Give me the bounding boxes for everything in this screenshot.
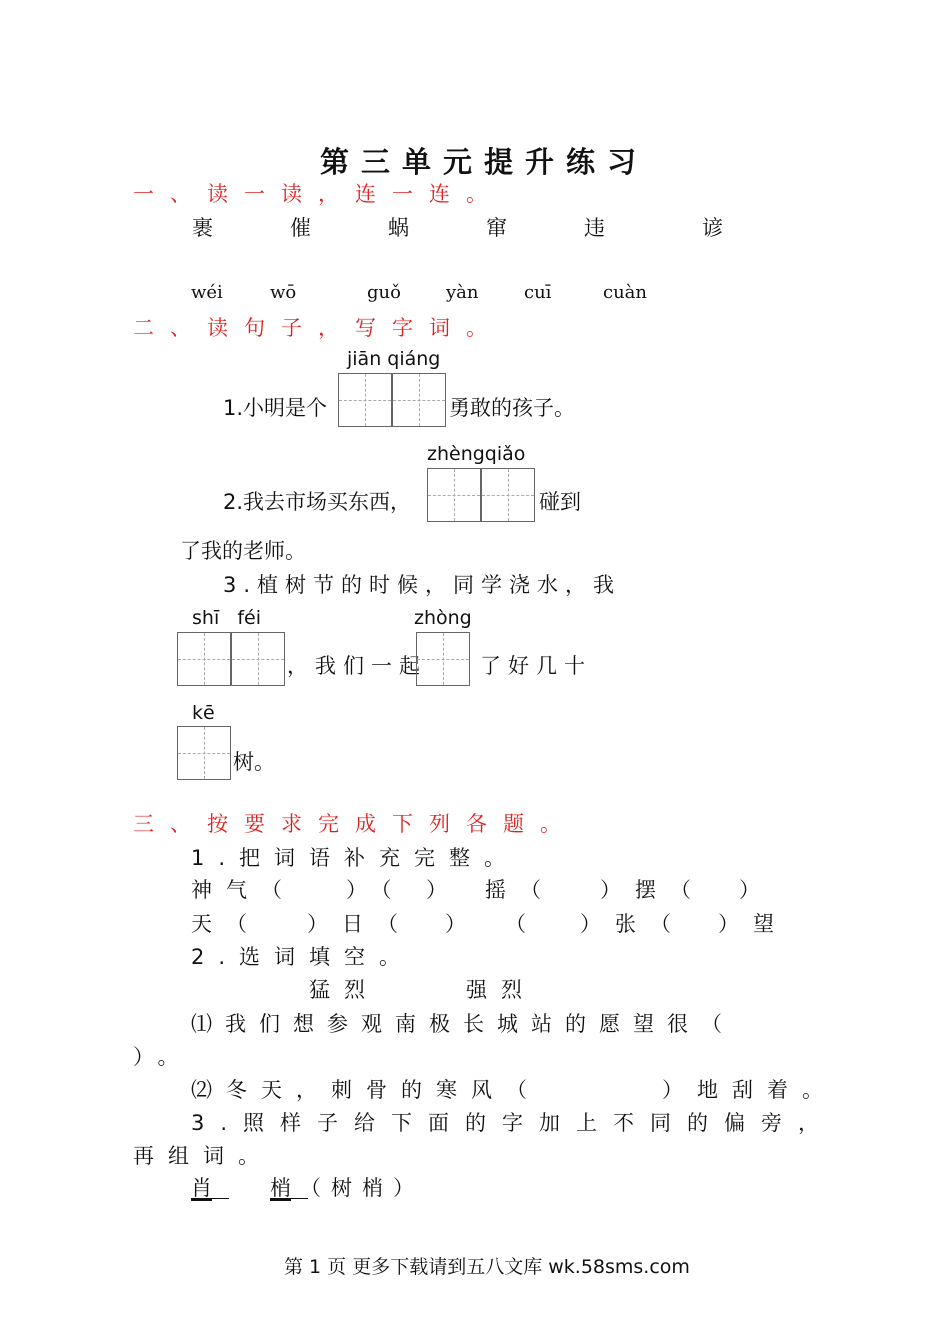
q3-example-char: 梢 — [270, 1176, 291, 1200]
s2-line2: 了我的老师。 — [180, 539, 306, 563]
section-1-heading: 一、读一读，连一连。 — [133, 182, 503, 206]
char-4: 窜 — [486, 216, 507, 240]
s1-pinyin: jiān qiáng — [347, 348, 441, 370]
s3-line1: 3.植树节的时候，同学浇水，我 — [223, 573, 622, 597]
pinyin-3: guǒ — [367, 282, 401, 303]
q3-line2: 再组词。 — [133, 1144, 273, 1168]
q1-row2-c: ） — [445, 912, 480, 936]
q2-title: 2.选词填空。 — [191, 945, 415, 969]
char-2: 催 — [290, 216, 311, 240]
s1-before: 1.小明是个 — [223, 396, 328, 420]
answer-box[interactable] — [338, 373, 392, 427]
s2-after: 碰到 — [539, 490, 581, 514]
s3-pinyin-a: shī féi — [192, 607, 261, 629]
pinyin-5: cuī — [524, 282, 552, 303]
answer-box[interactable] — [427, 468, 481, 522]
q1-row2-b: ）日（ — [307, 912, 412, 936]
section-3-heading: 三、按要求完成下列各题。 — [133, 812, 577, 836]
s2-before: 2.我去市场买东西， — [223, 490, 412, 514]
s2-pinyin: zhèngqiǎo — [427, 443, 526, 465]
q1-row1-e: ）摆（ — [600, 878, 705, 902]
s3-mid: ，我们一起 — [287, 654, 427, 678]
pinyin-6: cuàn — [603, 282, 647, 303]
q1-row2-e: ）张（ — [580, 912, 685, 936]
q1-row1-f: ） — [739, 878, 774, 902]
q2-word-2: 强烈 — [466, 978, 536, 1002]
answer-box[interactable] — [416, 632, 470, 686]
char-6: 谚 — [702, 216, 723, 240]
s3-pinyin-c: kē — [192, 702, 215, 724]
q1-row1-a: 神气（ — [191, 878, 296, 902]
q2-s1a: ⑴我们想参观南极长城站的愿望很（ — [191, 1012, 735, 1036]
char-5: 违 — [584, 216, 605, 240]
q1-row2-f: ）望 — [718, 912, 788, 936]
q1-title: 1.把词语补充完整。 — [191, 846, 520, 870]
q1-row1-d: 摇（ — [485, 878, 555, 902]
q3-example-base: 肖 — [191, 1176, 212, 1200]
answer-box[interactable] — [231, 632, 285, 686]
answer-box[interactable] — [177, 726, 231, 780]
q2-s2b: ）地刮着。 — [662, 1078, 837, 1102]
char-3: 蜗 — [388, 216, 409, 240]
answer-box[interactable] — [481, 468, 535, 522]
q1-row2-a: 天（ — [191, 912, 261, 936]
s3-end: 树。 — [233, 750, 275, 774]
s3-pinyin-b: zhòng — [414, 607, 472, 629]
s3-after: 了好几十 — [480, 654, 592, 678]
q3-line1: 3.照样子给下面的字加上不同的偏旁， — [191, 1111, 836, 1135]
page-footer: 第 1 页 更多下载请到五八文库 wk.58sms.com — [284, 1256, 690, 1278]
q2-word-1: 猛烈 — [309, 978, 379, 1002]
q1-row2-d: （ — [505, 912, 540, 936]
answer-box[interactable] — [392, 373, 446, 427]
q2-s1b: ）。 — [133, 1045, 193, 1069]
q1-row1-b: ）（ — [346, 878, 406, 902]
underline-blank — [191, 1198, 229, 1199]
char-1: 裹 — [192, 216, 213, 240]
q1-row1-c: ） — [426, 878, 461, 902]
page-title: 第三单元提升练习 — [320, 145, 649, 179]
answer-box[interactable] — [177, 632, 231, 686]
q3-example-word: （树梢） — [300, 1176, 424, 1200]
pinyin-4: yàn — [446, 282, 479, 303]
section-2-heading: 二、读句子，写字词。 — [133, 316, 503, 340]
pinyin-2: wō — [270, 282, 297, 303]
pinyin-1: wéi — [191, 282, 223, 303]
s1-after: 勇敢的孩子。 — [449, 396, 575, 420]
underline-blank — [270, 1198, 308, 1199]
q2-s2a: ⑵冬天，刺骨的寒风（ — [191, 1078, 541, 1102]
